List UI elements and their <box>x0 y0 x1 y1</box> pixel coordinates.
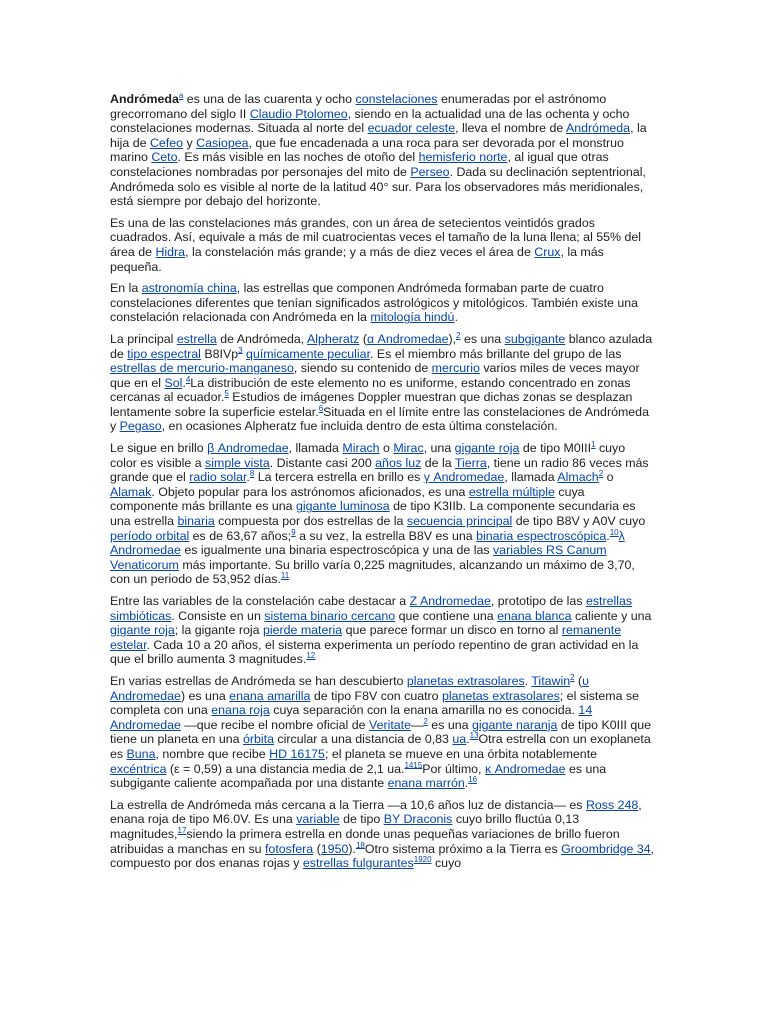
article-link[interactable]: años luz <box>375 455 422 470</box>
article-paragraph <box>110 441 655 587</box>
article-link[interactable]: gigante naranja <box>471 717 558 732</box>
text-run: Por último, <box>422 761 485 776</box>
text-run: de Andrómeda, <box>216 331 308 346</box>
article-link[interactable]: estrellas de mercurio-manganeso <box>110 361 294 376</box>
article-link[interactable]: pierde materia <box>262 623 343 638</box>
text-run: ; la gigante roja <box>174 623 263 638</box>
text-run: , lleva el nombre de <box>455 121 566 136</box>
article-link[interactable]: ua <box>452 732 467 747</box>
text-run: , compuesto por dos enanas rojas y <box>110 841 655 871</box>
article-link[interactable]: secuencia principal <box>406 514 513 529</box>
article-paragraph <box>110 216 655 274</box>
reference-superscript <box>281 571 289 580</box>
article-link[interactable]: constelaciones <box>355 92 438 106</box>
article-link[interactable]: planetas extrasolares <box>406 673 525 688</box>
article-link[interactable]: variables RS Canum Venaticorum <box>110 543 607 572</box>
text-run: . Es el miembro más brillante del grupo de las <box>370 346 622 361</box>
article-link[interactable]: tipo espectral <box>127 346 201 361</box>
text-run: , nombre que recibe <box>155 746 270 761</box>
text-run: . Distante casi 200 <box>269 455 376 470</box>
article-link[interactable]: sistema binario cercano <box>264 608 396 623</box>
article-link[interactable]: ecuador celeste <box>367 121 456 136</box>
reference-link[interactable]: 2 <box>598 469 604 479</box>
text-run: , tiene un radio 86 veces más grande que el <box>110 455 649 485</box>
text-run: ; el planeta se mueve en una órbita notablemente <box>324 746 598 761</box>
article-link[interactable]: α Andromedae <box>366 331 449 346</box>
text-run: de la <box>421 455 455 470</box>
article-link[interactable]: Perseo <box>410 164 450 179</box>
text-run: ; el sistema se completa con una <box>110 688 639 718</box>
text-run: (ε = 0,59) a una distancia media de 2,1 ua. <box>166 761 405 776</box>
article-link[interactable]: gigante roja <box>110 623 175 638</box>
article-link[interactable]: astronomía china <box>141 281 237 296</box>
article-link[interactable]: Tierra <box>454 455 487 470</box>
text-run: blanco azulada de <box>110 331 653 361</box>
text-run: ( <box>313 841 321 856</box>
article-term: Andrómeda <box>110 92 179 106</box>
reference-link[interactable]: 11 <box>280 571 290 581</box>
text-run: Situada en el límite entre las constelaciones de Andrómeda y <box>110 404 649 434</box>
text-run: . Objeto popular para los astrónomos aficionados, es una <box>151 484 469 499</box>
article-body <box>110 92 655 878</box>
text-run: , la hija de <box>110 121 647 150</box>
text-run: es de 63,67 años; <box>189 528 292 543</box>
article-link[interactable]: Crux <box>534 244 561 259</box>
reference-link[interactable]: 16 <box>468 775 478 784</box>
reference-link[interactable]: 2 <box>456 330 461 340</box>
text-run: cuya componente más brillante es una <box>110 484 585 514</box>
text-run: de tipo K3IIb. La componente secundaria es una estrella <box>110 499 636 529</box>
text-run: ). <box>348 841 356 856</box>
text-run: , que fue encadenada a una roca para ser devorada por el monstruo marino <box>110 135 624 165</box>
text-run: En varias estrellas de Andrómeda se han descubierto <box>110 673 407 688</box>
text-run: , siendo su contenido de <box>293 361 432 376</box>
article-paragraph <box>110 674 655 791</box>
reference-superscript <box>356 840 365 849</box>
article-link[interactable]: período orbital <box>110 528 190 543</box>
article-link[interactable]: enana marrón <box>387 776 465 791</box>
text-run: y <box>183 135 197 150</box>
reference-link[interactable]: 3 <box>238 345 243 355</box>
article-link[interactable]: Buna <box>126 746 156 761</box>
text-run: En la <box>110 281 142 296</box>
article-paragraph <box>110 798 655 871</box>
text-run: , una <box>423 441 455 456</box>
article-link[interactable]: enana amarilla <box>229 688 311 703</box>
text-run: Es una de las constelaciones más grandes, con un área de setecientos veintidós grados cuadrados. Así, equivale a más de mil cuatrocientas veces el tamaño de la luna llena; al 55% del área de <box>110 215 642 259</box>
reference-link[interactable]: 6 <box>318 403 324 413</box>
article-link[interactable]: mitología hindú <box>370 310 455 325</box>
text-run: . <box>524 673 532 688</box>
text-run: ( <box>359 331 367 346</box>
article-link[interactable]: Casiopea <box>196 135 249 150</box>
text-run: . Consiste en un <box>171 608 265 623</box>
article-link[interactable]: Z Andromedae <box>409 594 491 608</box>
article-link[interactable]: Alpheratz <box>307 331 360 346</box>
article-link[interactable]: variable <box>296 812 340 827</box>
reference-link[interactable]: 1415 <box>404 760 423 770</box>
article-link[interactable]: remanente estelar <box>110 623 622 652</box>
reference-superscript <box>404 760 422 769</box>
article-link[interactable]: binaria espectroscópica <box>476 528 607 543</box>
text-run: de tipo M0III <box>519 441 592 456</box>
article-link[interactable]: γ Andromedae <box>423 470 505 485</box>
text-run: a su vez, la estrella B8V es una <box>295 528 477 543</box>
text-run: . Es más visible en las noches de otoño del <box>177 150 419 165</box>
text-run: enumeradas por el astrónomo grecorromano del siglo II <box>110 92 607 121</box>
text-run: . <box>454 310 458 325</box>
reference-link[interactable]: 13 <box>469 731 479 741</box>
reference-link[interactable]: 4 <box>185 374 191 384</box>
article-link[interactable]: hemisferio norte <box>418 150 508 165</box>
article-link[interactable]: υ Andromedae <box>110 673 589 703</box>
text-run: . Cada 10 a 20 años, el sistema experimenta un período repentino de gran actividad en la que el brillo aumenta 3 magnitudes. <box>110 637 639 667</box>
reference-link[interactable]: 5 <box>224 389 229 399</box>
article-link[interactable]: Titawin <box>531 673 571 688</box>
article-link[interactable]: Andrómeda <box>566 121 631 136</box>
text-run: B8IVp <box>200 346 239 361</box>
text-run: , llamada <box>288 441 343 456</box>
article-link[interactable]: Claudio Ptolomeo <box>249 106 348 121</box>
reference-superscript <box>414 855 432 864</box>
article-link[interactable]: estrella múltiple <box>468 484 555 499</box>
article-link[interactable]: 14 Andromedae <box>110 703 593 732</box>
article-link[interactable]: enana blanca <box>497 608 572 623</box>
text-run: de tipo B8V y A0V cuyo <box>512 514 646 529</box>
text-run: —que recibe el nombre oficial de <box>180 717 369 732</box>
article-link[interactable]: estrellas simbióticas <box>110 594 633 623</box>
text-run: La estrella de Andrómeda más cercana a la Tierra —a 10,6 años luz de distancia— es <box>110 797 586 812</box>
article-link[interactable]: Pegaso <box>119 419 162 434</box>
article-link[interactable]: Mirac <box>393 441 424 456</box>
text-run: que contiene una <box>395 608 498 623</box>
text-run: Otro sistema próximo a la Tierra es <box>364 841 562 856</box>
text-run: . Dada su declinación septentrional, Andrómeda solo es visible al norte de la latitud 40° sur. Para los observadores más meridionales, está siempre por debajo del horizonte. <box>110 164 646 209</box>
text-run: . <box>182 375 186 390</box>
article-link[interactable]: órbita <box>242 732 274 747</box>
text-run: más importante. Su brillo varía 0,225 magnitudes, alcanzando un máximo de 3,70, con un periodo de 53,952 días. <box>110 557 635 587</box>
text-run: ), <box>448 331 457 346</box>
text-run: . <box>246 470 250 485</box>
text-run: . <box>464 776 469 791</box>
text-run: , las estrellas que componen Andrómeda formaban parte de cuatro constelaciones diferentes que tenían significados astrológicos y mitológicos. También existe una constelación relacionada con Andrómeda en la <box>110 281 639 325</box>
text-run: o <box>603 470 614 485</box>
reference-superscript <box>468 775 477 784</box>
reference-link[interactable]: 1 <box>591 439 596 449</box>
article-link[interactable]: subgigante <box>504 331 566 346</box>
text-run: , al igual que otras constelaciones nombradas por personajes del mito de <box>110 150 609 179</box>
article-link[interactable]: estrellas fulgurantes <box>302 856 414 871</box>
article-link[interactable]: simple vista <box>205 455 270 470</box>
article-link[interactable]: Hidra <box>155 244 186 259</box>
article-link[interactable]: químicamente peculiar <box>246 346 371 361</box>
article-link[interactable]: planetas extrasolares <box>442 688 560 703</box>
article-link[interactable]: β Andromedae <box>207 441 289 456</box>
reference-superscript <box>610 528 619 537</box>
text-run: Otra estrella con un exoplaneta es <box>110 732 651 761</box>
text-run: , la constelación más grande; y a más de diez veces el área de <box>185 244 535 259</box>
text-run: de tipo F8V con cuatro <box>310 688 443 703</box>
article-link[interactable]: HD 16175 <box>269 746 325 761</box>
text-run: , siendo en la actualidad una de las ochenta y ocho constelaciones modernas. Situada al norte del <box>110 106 630 136</box>
reference-link[interactable]: a <box>178 90 184 100</box>
article-link[interactable]: Alamak <box>110 484 152 499</box>
text-run: , en ocasiones Alpheratz fue incluida dentro de esta última constelación. <box>161 419 558 434</box>
text-run: — <box>411 717 424 732</box>
text-run: varios miles de veces mayor que en el <box>110 361 640 390</box>
text-run: o <box>379 441 394 456</box>
reference-superscript <box>306 651 315 660</box>
reference-link[interactable]: 2 <box>570 672 575 682</box>
text-run: circular a una distancia de 0,83 <box>273 732 453 747</box>
text-run: es una subgigante caliente acompañada por una distante <box>110 761 607 791</box>
article-link[interactable]: κ Andromedae <box>484 761 566 776</box>
text-run: es una <box>427 717 472 732</box>
article-link[interactable]: Ceto <box>151 150 178 165</box>
article-link[interactable]: gigante roja <box>454 441 520 456</box>
article-link[interactable]: excéntrica <box>110 761 167 776</box>
text-run: , la más pequeña. <box>110 244 604 274</box>
reference-link[interactable]: 12 <box>306 651 316 661</box>
reference-superscript <box>238 345 242 354</box>
reference-link[interactable]: 2 <box>423 716 428 726</box>
text-run: Entre las variables de la constelación cabe destacar a <box>110 594 410 608</box>
article-link[interactable]: Almach <box>557 470 599 485</box>
reference-link[interactable]: 8 <box>249 469 255 479</box>
text-run: de tipo K0III que tiene un planeta en una <box>110 717 652 747</box>
article-link[interactable]: binaria <box>177 514 215 529</box>
article-link[interactable]: gigante luminosa <box>295 499 390 514</box>
text-run: compuesta por dos estrellas de la <box>214 514 407 529</box>
text-run: de tipo <box>339 812 384 827</box>
article-link[interactable]: mercurio <box>431 361 480 376</box>
text-run: cuyo brillo fluctúa 0,13 magnitudes, <box>110 812 580 841</box>
text-run: Estudios de imágenes Doppler muestran que dichas zonas se desplazan lentamente sobre la superficie estelar. <box>110 390 633 419</box>
article-link[interactable]: Cefeo <box>149 135 184 150</box>
article-link[interactable]: fotosfera <box>264 841 314 856</box>
article-link[interactable]: λ Andromedae <box>110 528 625 558</box>
text-run: La tercera estrella en brillo es <box>254 470 424 485</box>
article-link[interactable]: BY Draconis <box>383 812 453 827</box>
reference-link[interactable]: 9 <box>291 527 296 537</box>
article-paragraph <box>110 332 655 434</box>
text-run: cuyo <box>431 856 462 871</box>
text-run: , prototipo de las <box>490 594 586 608</box>
text-run: es una de las cuarenta y ocho <box>183 92 356 106</box>
article-link[interactable]: Groombridge 34 <box>561 841 651 856</box>
text-run: caliente y una <box>571 608 652 623</box>
text-run: , enana roja de tipo M6.0V. Es una <box>110 797 642 827</box>
text-run: La principal <box>110 331 177 346</box>
text-run: cuya separación con la enana amarilla no es conocida. <box>269 703 579 718</box>
reference-link[interactable]: 10 <box>609 527 619 537</box>
text-run: Le sigue en brillo <box>110 441 208 456</box>
article-link[interactable]: estrella <box>176 331 217 346</box>
article-link[interactable]: enana roja <box>211 703 270 718</box>
article-paragraph <box>110 594 655 667</box>
article-link[interactable]: radio solar <box>189 470 247 485</box>
reference-link[interactable]: 1920 <box>413 854 432 864</box>
text-run: cuyo color es visible a <box>110 441 626 470</box>
article-link[interactable]: Ross 248 <box>585 797 639 812</box>
text-run: es igualmente una binaria espectroscópica y una de las <box>180 543 493 558</box>
article-link[interactable]: Veritate <box>368 717 412 732</box>
text-run: siendo la primera estrella en donde unas pequeñas variaciones de brillo fueron atribuidas a manchas en su <box>110 826 620 856</box>
article-link[interactable]: Sol <box>164 375 183 390</box>
article-paragraph <box>110 92 655 209</box>
article-paragraph <box>110 281 655 325</box>
text-run: ) es una <box>180 688 230 703</box>
text-run: . <box>606 528 610 543</box>
text-run: La distribución de este elemento no es uniforme, estando concentrado en zonas cercanas al ecuador. <box>110 375 631 405</box>
text-run: . <box>466 732 470 747</box>
article-link[interactable]: Mirach <box>342 441 380 456</box>
reference-link[interactable]: 17 <box>177 825 187 835</box>
reference-superscript <box>470 731 479 740</box>
text-run: ( <box>574 673 583 688</box>
reference-link[interactable]: 18 <box>355 840 365 850</box>
text-run: es una <box>460 331 505 346</box>
text-run: que parece formar un disco en torno al <box>342 623 562 638</box>
text-run: , llamada <box>504 470 558 485</box>
article-link[interactable]: 1950 <box>320 841 349 856</box>
